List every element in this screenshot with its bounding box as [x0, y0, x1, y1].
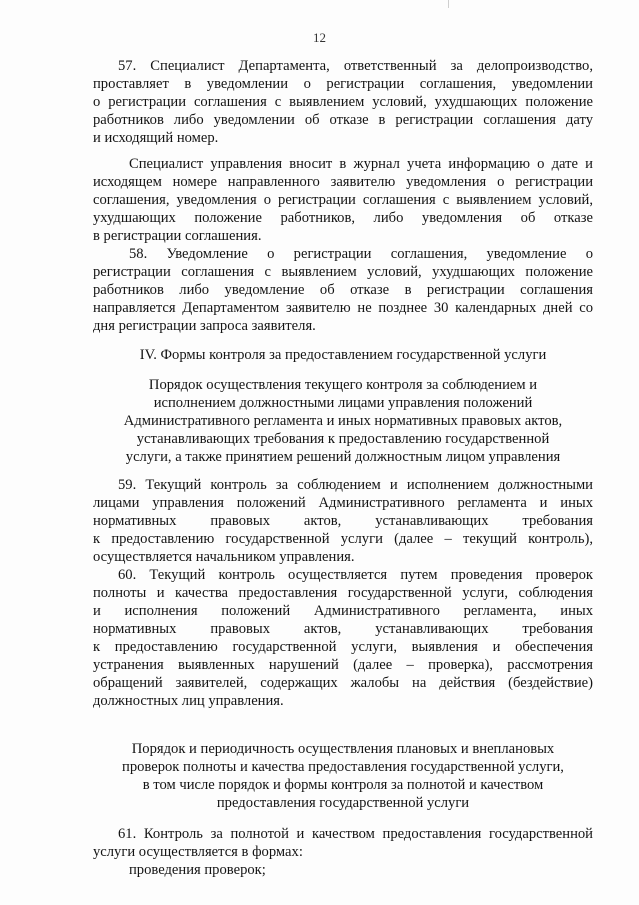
text-line: 60. Текущий контроль осуществляется путем проведения проверок: [118, 567, 593, 583]
text-line: нормативных правовых актов, устанавливающих требования: [93, 513, 593, 529]
text-line: соглашения, уведомления о регистрации соглашения с выявлением условий,: [93, 192, 593, 208]
text-line: Специалист управления вносит в журнал учета информацию о дате и: [129, 156, 593, 172]
text-line: 58. Уведомление о регистрации соглашения, уведомление о: [129, 246, 593, 262]
scan-mark: [448, 0, 449, 8]
subheading-line: исполнением должностными лицами управления положений: [153, 395, 533, 411]
subheading-line: в том числе порядок и формы контроля за полнотой и качеством: [142, 777, 544, 793]
subheading-line: услуги, а также принятием решений должностным лицом управления: [125, 449, 561, 465]
text-line: осуществляется начальником управления.: [93, 549, 355, 565]
text-line: лицами управления положений Административного регламента и иных: [93, 495, 593, 511]
text-line: в регистрации соглашения.: [93, 228, 262, 244]
text-line: о регистрации соглашения с выявлением условий, ухудшающих положение: [93, 94, 593, 110]
text-line: 59. Текущий контроль за соблюдением и исполнением должностными: [118, 477, 593, 493]
text-line: и исполнения положений Административного регламента, иных: [93, 603, 593, 619]
section-heading: IV. Формы контроля за предоставлением государственной услуги: [139, 347, 547, 363]
text-line: направляется Департаментом заявителю не позднее 30 календарных дней со: [93, 300, 593, 316]
subheading-line: предоставления государственной услуги: [216, 795, 470, 811]
text-line: должностных лиц управления.: [93, 693, 284, 709]
text-line: ухудшающих положение работников, либо уведомления об отказе: [93, 210, 593, 226]
text-line: проставляет в уведомлении о регистрации соглашения, уведомлении: [93, 76, 593, 92]
text-line: проведения проверок;: [129, 862, 266, 878]
text-line: работников либо уведомлении об отказе в регистрации соглашения дату: [93, 112, 593, 128]
text-line: исходящем номере направленного заявителю уведомления о регистрации: [93, 174, 593, 190]
text-line: к предоставлению государственной услуги (далее – текущий контроль),: [93, 531, 593, 547]
subheading-line: Порядок и периодичность осуществления плановых и внеплановых: [131, 741, 555, 757]
text-line: нормативных правовых актов, устанавливающих требования: [93, 621, 593, 637]
text-line: услуги осуществляется в формах:: [93, 844, 303, 860]
text-line: к предоставлению государственной услуги, выявления и обеспечения: [93, 639, 593, 655]
text-line: 61. Контроль за полнотой и качеством предоставления государственной: [118, 826, 593, 842]
subheading-line: устанавливающих требования к предоставлению государственной: [136, 431, 550, 447]
page-number: 12: [313, 30, 326, 45]
text-line: и исходящий номер.: [93, 130, 219, 146]
subheading-line: Порядок осуществления текущего контроля за соблюдением и: [148, 377, 538, 393]
subheading-line: проверок полноты и качества предоставления государственной услуги,: [122, 759, 564, 775]
text-line: полноты и качества предоставления государственной услуги, соблюдения: [93, 585, 593, 601]
subheading-line: Административного регламента и иных нормативных правовых актов,: [123, 413, 563, 429]
text-line: обращений заявителей, содержащих жалобы на действия (бездействие): [93, 675, 593, 691]
text-line: регистрации соглашения с выявлением условий, ухудшающих положение: [93, 264, 593, 280]
text-line: устранения выявленных нарушений (далее – проверка), рассмотрения: [93, 657, 593, 673]
text-line: работников либо уведомление об отказе в регистрации соглашения: [93, 282, 593, 298]
text-line: 57. Специалист Департамента, ответственный за делопроизводство,: [118, 58, 593, 74]
text-line: дня регистрации запроса заявителя.: [93, 318, 316, 334]
